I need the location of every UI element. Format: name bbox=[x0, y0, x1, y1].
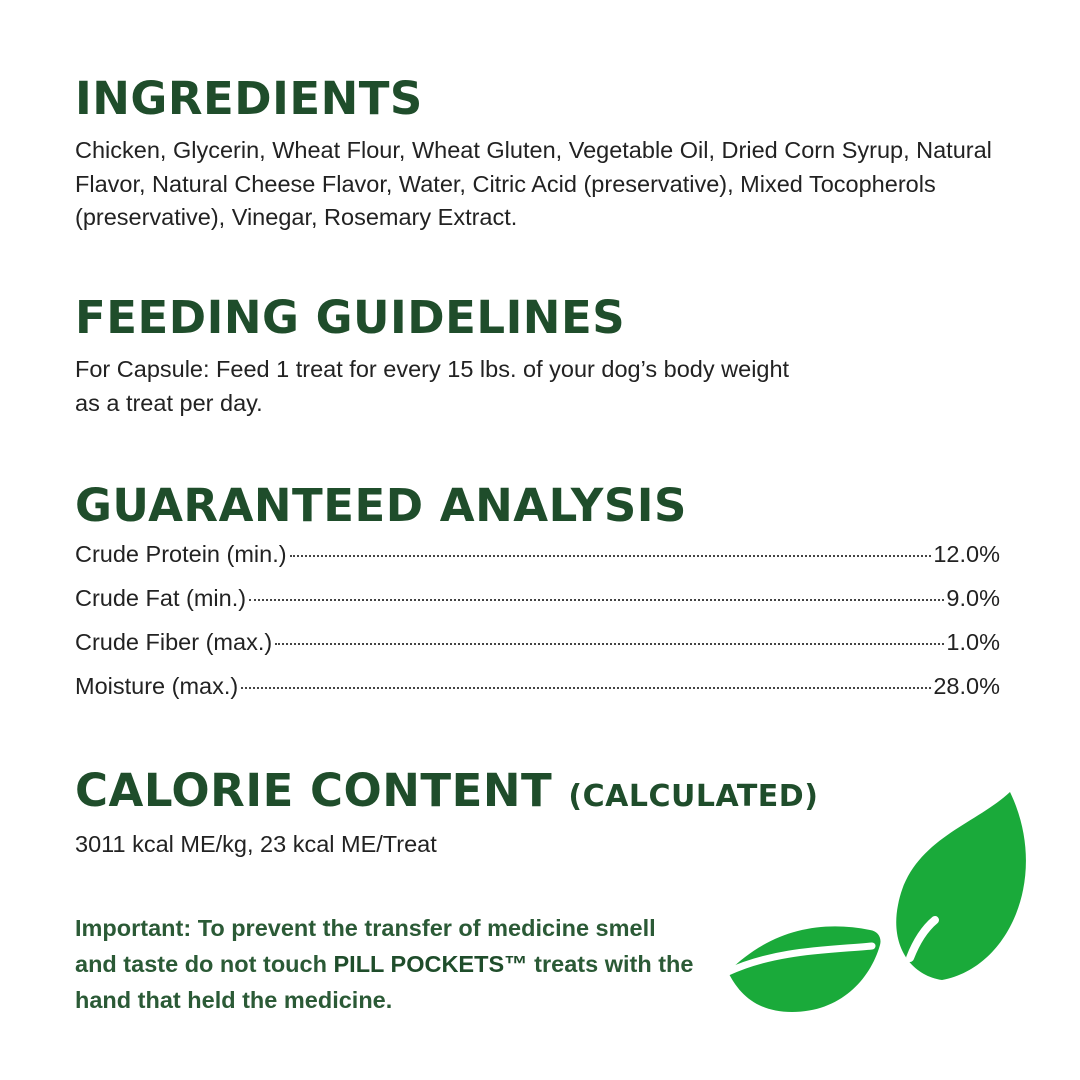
analysis-value: 28.0% bbox=[933, 673, 1000, 699]
dot-leader bbox=[241, 687, 931, 689]
analysis-label: Moisture (max.) bbox=[75, 673, 239, 699]
calorie-content-text: 3011 kcal ME/kg, 23 kcal ME/Treat bbox=[75, 831, 437, 857]
analysis-label: Crude Fiber (max.) bbox=[75, 629, 273, 655]
small-leaf-icon bbox=[728, 926, 881, 1012]
guaranteed-analysis-heading: GUARANTEED ANALYSIS bbox=[75, 479, 687, 532]
ingredients-list: Chicken, Glycerin, Wheat Flour, Wheat Gluten, Vegetable Oil, Dried Corn Syrup, Natural Flavor, Natural Cheese Flavor, Water, Citric Acid (preservative), Mixed Tocopherols (preservative), Vinegar, Rosemary Extract. bbox=[75, 137, 992, 230]
feeding-guidelines-text bbox=[75, 353, 955, 420]
analysis-row bbox=[75, 585, 1000, 629]
dot-leader bbox=[275, 643, 944, 645]
ingredients-heading: INGREDIENTS bbox=[75, 72, 423, 125]
brand-name: PILL POCKETS™ bbox=[333, 951, 528, 977]
analysis-table bbox=[75, 541, 1000, 717]
ingredients-section bbox=[75, 72, 1015, 235]
important-notice-suffix: treats with the hand that held the medicine. bbox=[75, 951, 694, 1013]
dot-leader bbox=[290, 555, 932, 557]
analysis-row bbox=[75, 673, 1000, 717]
analysis-row bbox=[75, 541, 1000, 585]
guaranteed-analysis-section bbox=[75, 479, 1000, 717]
feeding-line-1: For Capsule: Feed 1 treat for every 15 lbs. of your dog’s body weight bbox=[75, 356, 790, 382]
important-notice bbox=[75, 910, 695, 1018]
analysis-row bbox=[75, 629, 1000, 673]
analysis-value: 9.0% bbox=[946, 585, 1000, 611]
analysis-value: 1.0% bbox=[946, 629, 1000, 655]
feeding-line-2: as a treat per day. bbox=[75, 389, 263, 416]
leaves-icon bbox=[720, 780, 1050, 1020]
feeding-guidelines-section bbox=[75, 291, 955, 420]
calorie-content-title: CALORIE CONTENT bbox=[75, 764, 553, 817]
analysis-label: Crude Fat (min.) bbox=[75, 585, 247, 611]
feeding-guidelines-heading: FEEDING GUIDELINES bbox=[75, 291, 626, 344]
analysis-value: 12.0% bbox=[933, 541, 1000, 567]
calorie-content-subtitle: (CALCULATED) bbox=[568, 779, 819, 814]
dot-leader bbox=[249, 599, 944, 601]
important-notice-prefix: Important: To prevent the transfer of medicine smell and taste do not touch bbox=[75, 915, 656, 977]
analysis-label: Crude Protein (min.) bbox=[75, 541, 287, 567]
